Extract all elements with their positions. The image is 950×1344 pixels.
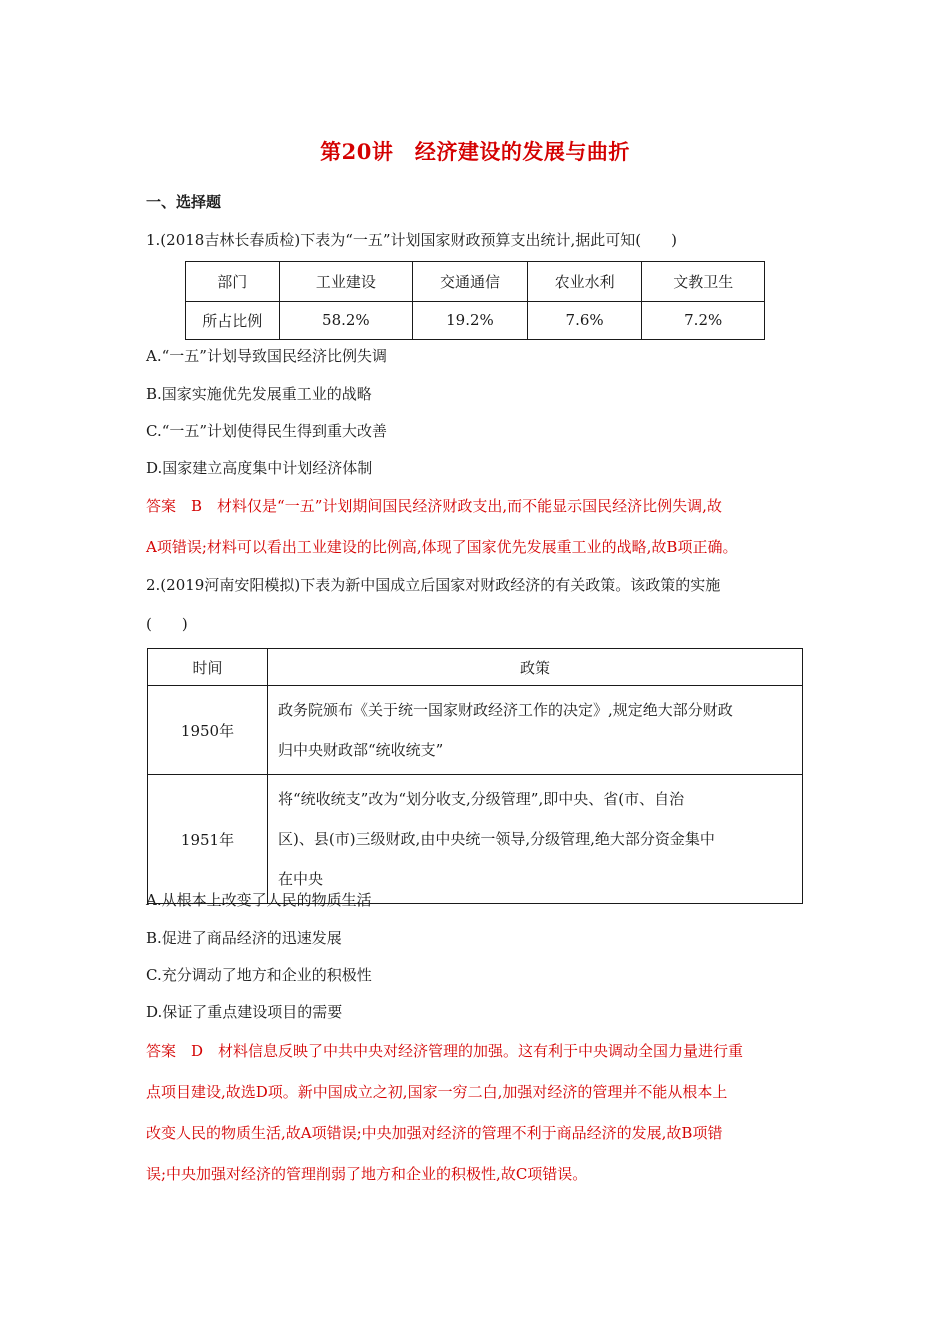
q2-answer-line: 答案 D 材料信息反映了中共中央对经济管理的加强。这有利于中央调动全国力量进行重 — [146, 1042, 744, 1060]
policy-line: 在中央 — [278, 870, 324, 888]
q2-table-header-row — [148, 649, 803, 686]
policy-line: 归中央财政部“统收统支” — [278, 741, 444, 759]
table-cell: 7.2% — [642, 301, 765, 340]
table-cell: 部门 — [186, 262, 280, 302]
table-cell: 58.2% — [279, 301, 413, 340]
policy-line: 政务院颁布《关于统一国家财政经济工作的决定》,规定绝大部分财政 — [278, 701, 733, 719]
q2-stem: 2.(2019河南安阳模拟)下表为新中国成立后国家对财政经济的有关政策。该政策的实施 — [146, 576, 721, 594]
q1-table — [185, 261, 765, 340]
table-header-policy: 政策 — [268, 649, 803, 686]
q1-option-b: B.国家实施优先发展重工业的战略 — [146, 385, 372, 403]
q1-stem: 1.(2018吉林长春质检)下表为“一五”计划国家财政预算支出统计,据此可知( ) — [146, 231, 678, 249]
q1-option-d: D.国家建立高度集中计划经济体制 — [146, 459, 373, 477]
q1-option-a: A.“一五”计划导致国民经济比例失调 — [146, 347, 387, 365]
section-heading: 一、选择题 — [146, 193, 222, 211]
q2-table-row — [148, 775, 803, 904]
table-cell: 工业建设 — [279, 262, 413, 302]
q2-option-b: B.促进了商品经济的迅速发展 — [146, 929, 342, 947]
q2-answer-line: 误;中央加强对经济的管理削弱了地方和企业的积极性,故C项错误。 — [146, 1165, 588, 1183]
q2-table-row — [148, 686, 803, 775]
table-cell: 交通通信 — [413, 262, 528, 302]
table-cell-policy — [268, 686, 803, 775]
q1-answer-line: 答案 B 材料仅是“一五”计划期间国民经济财政支出,而不能显示国民经济比例失调,故 — [146, 497, 722, 515]
q1-table-header-row — [186, 262, 765, 302]
q1-option-c: C.“一五”计划使得民生得到重大改善 — [146, 422, 388, 440]
table-cell: 文教卫生 — [642, 262, 765, 302]
q2-stem-bracket: ( ) — [146, 615, 188, 633]
q2-answer-line: 改变人民的物质生活,故A项错误;中央加强对经济的管理不利于商品经济的发展,故B项错 — [146, 1124, 723, 1142]
table-cell: 7.6% — [527, 301, 642, 340]
table-cell: 所占比例 — [186, 301, 280, 340]
q2-table — [147, 648, 803, 904]
q2-option-a: A.从根本上改变了人民的物质生活 — [146, 891, 372, 909]
q2-option-c: C.充分调动了地方和企业的积极性 — [146, 966, 372, 984]
policy-line: 区)、县(市)三级财政,由中央统一领导,分级管理,绝大部分资金集中 — [278, 830, 715, 848]
q2-option-d: D.保证了重点建设项目的需要 — [146, 1003, 343, 1021]
table-cell: 19.2% — [413, 301, 528, 340]
table-header-time: 时间 — [148, 649, 268, 686]
table-cell-time: 1951年 — [148, 775, 268, 904]
page-title: 第20讲 经济建设的发展与曲折 — [320, 139, 630, 164]
table-cell-policy — [268, 775, 803, 904]
table-cell-time: 1950年 — [148, 686, 268, 775]
q2-answer-line: 点项目建设,故选D项。新中国成立之初,国家一穷二白,加强对经济的管理并不能从根本上 — [146, 1083, 728, 1101]
policy-line: 将“统收统支”改为“划分收支,分级管理”,即中央、省(市、自治 — [278, 790, 685, 808]
q1-table-data-row — [186, 301, 765, 340]
table-cell: 农业水利 — [527, 262, 642, 302]
q1-answer-line: A项错误;材料可以看出工业建设的比例高,体现了国家优先发展重工业的战略,故B项正确。 — [146, 538, 738, 556]
